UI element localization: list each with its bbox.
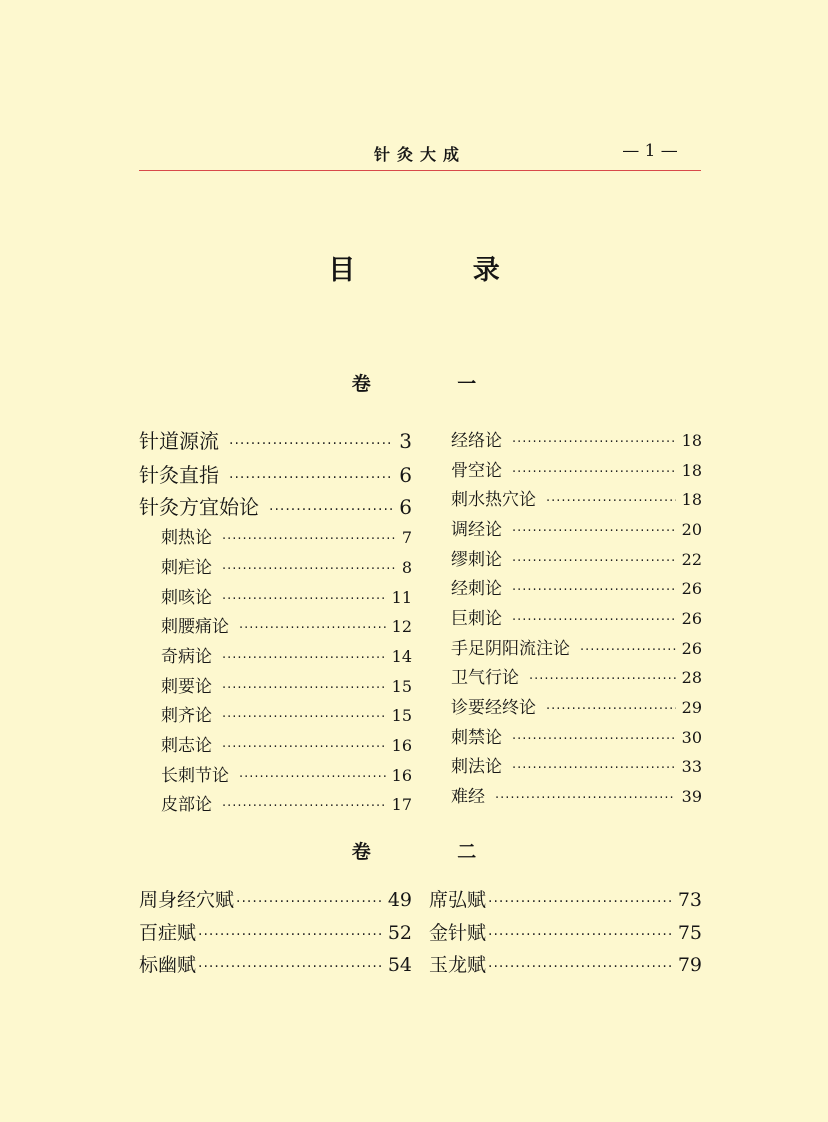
toc-entry[interactable] [139,918,412,945]
toc-entry-page: 7 [401,528,412,547]
toc-entry-title: 刺热论 [161,528,212,548]
toc-entry-title: 刺疟论 [161,558,212,578]
toc-entry[interactable] [451,456,702,481]
toc-entry[interactable] [161,672,412,697]
toc-entry-page: 49 [387,889,412,911]
toc-entry-title: 席弘赋 [429,889,487,911]
toc-leader-dots [222,652,386,665]
toc-entry-page: 26 [681,609,702,628]
toc-leader-dots [512,762,676,775]
toc-entry-title: 刺法论 [451,757,502,777]
toc-entry-title: 调经论 [451,520,502,540]
toc-leader-dots [546,495,676,508]
toc-entry-page: 73 [677,889,702,911]
toc-entry-title: 刺腰痛论 [161,617,229,637]
toc-entry-title: 经刺论 [451,579,502,599]
toc-entry-title: 针灸直指 [139,463,219,487]
toc-leader-dots [222,800,386,813]
toc-entry-page: 17 [391,795,412,814]
toc-entry-page: 18 [681,490,702,509]
volume-1-heading: 卷 一 [351,373,517,395]
toc-entry-page: 26 [681,579,702,598]
toc-entry-title: 刺水热穴论 [451,490,536,510]
toc-leader-dots [512,555,676,568]
toc-entry-title: 刺禁论 [451,728,502,748]
toc-entry-title: 卫气行论 [451,668,519,688]
toc-entry-title: 经络论 [451,431,502,451]
toc-leader-dots [222,711,386,724]
running-header-title: 针灸大成 [373,145,466,164]
toc-entry[interactable] [139,491,412,520]
toc-entry[interactable] [451,752,702,777]
toc-entry-page: 18 [681,461,702,480]
toc-leader-dots [580,644,676,657]
toc-entry-title: 难经 [451,787,485,807]
toc-entry-title: 针道源流 [139,429,219,453]
page-number: — 1 — [622,141,678,161]
toc-entry[interactable] [429,918,702,945]
toc-entry-title: 缪刺论 [451,550,502,570]
toc-entry-title: 骨空论 [451,461,502,481]
toc-entry-title: 手足阴阳流注论 [451,639,570,659]
toc-entry[interactable] [429,950,702,977]
toc-entry-page: 3 [399,429,412,453]
toc-entry-title: 标幽赋 [139,954,197,976]
toc-entry-title: 刺要论 [161,677,212,697]
toc-leader-dots [529,673,676,686]
toc-leader-dots [229,471,393,485]
toc-entry-page: 28 [681,668,702,687]
toc-entry[interactable] [161,701,412,726]
toc-entry[interactable] [451,545,702,570]
toc-entry-page: 54 [387,954,412,976]
toc-entry-page: 22 [681,550,702,569]
toc-entry-page: 52 [387,922,412,944]
toc-entry-title: 刺咳论 [161,588,212,608]
toc-entry-title: 金针赋 [429,922,487,944]
toc-entry[interactable] [139,459,412,488]
toc-entry-page: 15 [391,706,412,725]
toc-entry[interactable] [451,663,702,688]
toc-entry-page: 16 [391,766,412,785]
toc-entry[interactable] [451,515,702,540]
toc-entry-page: 12 [391,617,412,636]
toc-entry-page: 33 [681,757,702,776]
toc-entry-title: 周身经穴赋 [139,889,235,911]
toc-leader-dots [198,928,382,942]
toc-entry-page: 14 [391,647,412,666]
toc-entry-page: 29 [681,698,702,717]
toc-entry-title: 巨刺论 [451,609,502,629]
toc-entry-title: 玉龙赋 [429,954,487,976]
toc-entry[interactable] [161,612,412,637]
toc-entry[interactable] [139,425,412,454]
toc-entry-title: 百症赋 [139,922,197,944]
toc-entry[interactable] [139,950,412,977]
toc-leader-dots [512,733,676,746]
toc-entry[interactable] [451,782,702,807]
toc-leader-dots [229,437,393,451]
toc-leader-dots [512,525,676,538]
toc-entry[interactable] [451,574,702,599]
toc-entry-title: 诊要经终论 [451,698,536,718]
toc-entry-page: 79 [677,954,702,976]
toc-leader-dots [488,960,672,974]
toc-entry[interactable] [161,553,412,578]
toc-leader-dots [222,593,386,606]
volume-2-heading: 卷 二 [351,841,517,863]
toc-leader-dots [239,771,386,784]
toc-entry[interactable] [161,583,412,608]
toc-entry-page: 11 [391,588,412,607]
toc-leader-dots [512,466,676,479]
toc-entry[interactable] [139,885,412,912]
toc-entry[interactable] [451,604,702,629]
toc-leader-dots [269,503,393,517]
toc-leader-dots [512,436,676,449]
toc-entry[interactable] [161,523,412,548]
toc-leader-dots [222,563,396,576]
toc-entry-page: 30 [681,728,702,747]
page-title: 目 录 [328,255,554,286]
toc-entry-title: 刺齐论 [161,706,212,726]
toc-entry[interactable] [161,761,412,786]
toc-entry-title: 奇病论 [161,647,212,667]
header-rule [139,170,701,171]
toc-entry[interactable] [451,426,702,451]
toc-entry-title: 刺志论 [161,736,212,756]
toc-leader-dots [222,741,386,754]
toc-leader-dots [488,895,672,909]
toc-entry[interactable] [161,731,412,756]
toc-entry[interactable] [451,634,702,659]
toc-leader-dots [546,703,676,716]
toc-entry[interactable] [451,723,702,748]
toc-entry-page: 16 [391,736,412,755]
toc-entry-title: 皮部论 [161,795,212,815]
toc-entry[interactable] [429,885,702,912]
toc-entry-title: 针灸方宜始论 [139,495,259,519]
toc-entry-page: 8 [401,558,412,577]
toc-leader-dots [495,792,676,805]
toc-leader-dots [512,584,676,597]
toc-entry-page: 39 [681,787,702,806]
toc-leader-dots [239,622,386,635]
toc-entry[interactable] [451,693,702,718]
toc-entry[interactable] [161,790,412,815]
toc-entry-page: 20 [681,520,702,539]
toc-leader-dots [222,682,386,695]
toc-leader-dots [236,895,382,909]
toc-entry-page: 6 [399,463,412,487]
toc-entry-page: 75 [677,922,702,944]
toc-leader-dots [512,614,676,627]
toc-entry-page: 15 [391,677,412,696]
toc-entry-title: 长刺节论 [161,766,229,786]
toc-leader-dots [488,928,672,942]
toc-entry-page: 18 [681,431,702,450]
toc-entry-page: 6 [399,495,412,519]
toc-entry[interactable] [161,642,412,667]
toc-entry[interactable] [451,485,702,510]
toc-entry-page: 26 [681,639,702,658]
toc-leader-dots [222,533,396,546]
toc-leader-dots [198,960,382,974]
